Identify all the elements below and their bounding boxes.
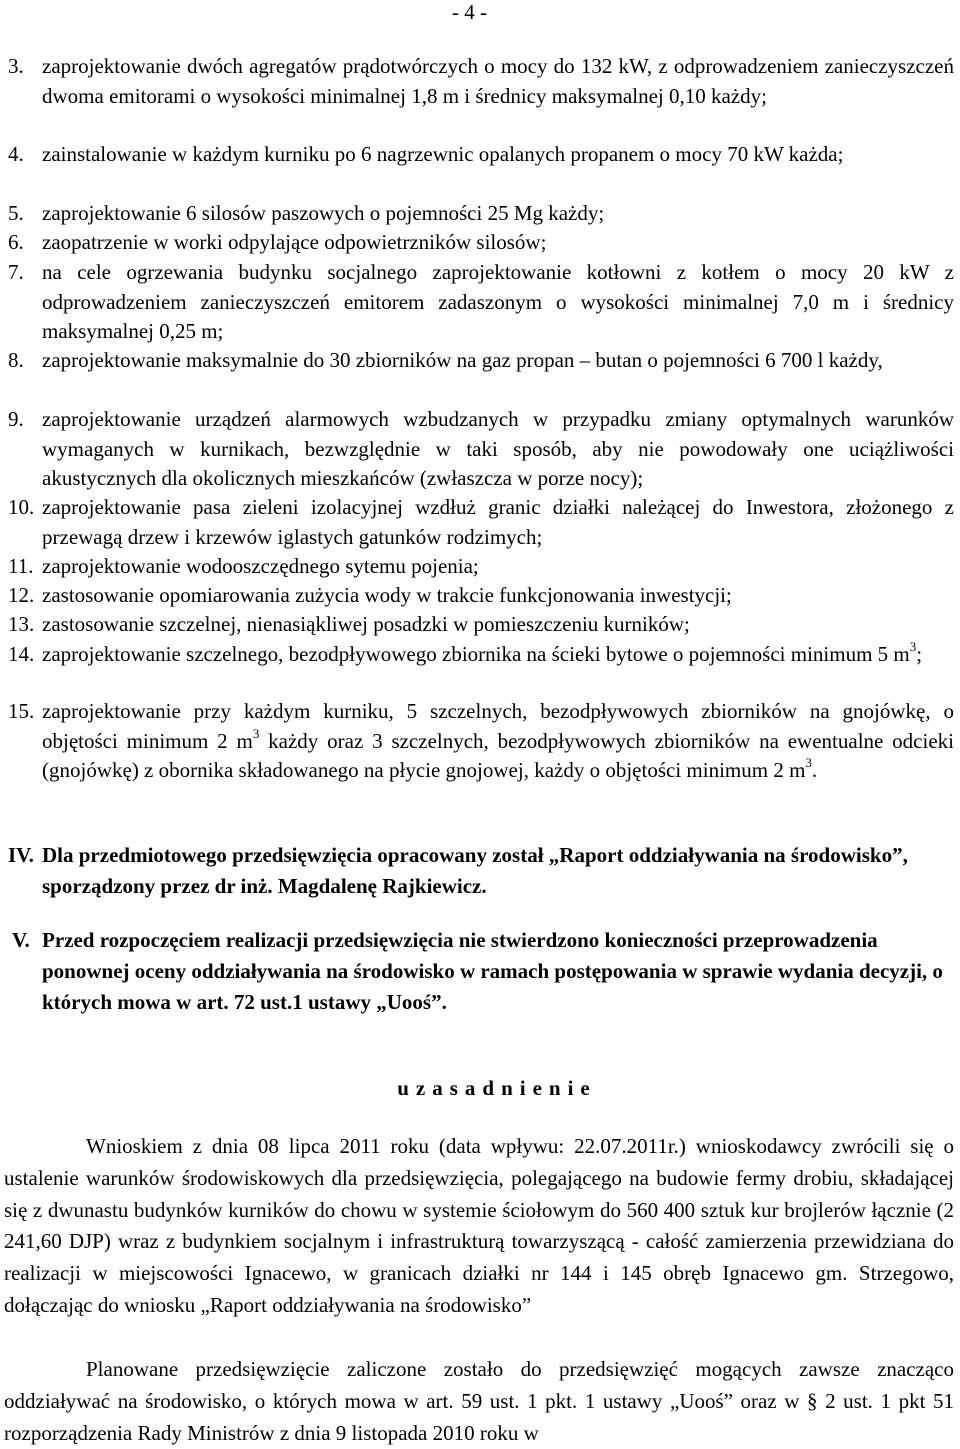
list-item-text: zastosowanie opomiarowania zużycia wody w trakcie funkcjonowania inwestycji; [42,583,732,607]
list-item [8,258,954,347]
list-item [8,581,954,611]
list-item-number: 10. [8,495,35,519]
list-item-text: zaprojektowanie pasa zieleni izolacyjnej wzdłuż granic działki należącej do Inwestora, złożonego z przewagą drzew i krzewów iglastych gatunków rodzimych; [42,495,954,549]
list-item-text: zaprojektowanie maksymalnie do 30 zbiorników na gaz propan – butan o pojemności 6 700 l każdy, [42,348,883,372]
list-item [8,199,954,229]
list-item-number: 15. [8,699,35,723]
list-item-text: zainstalowanie w każdym kurniku po 6 nagrzewnic opalanych propanem o mocy 70 kW każda; [42,142,844,166]
list-item [8,610,954,640]
list-item [8,228,954,258]
list-item-number: 13. [8,612,35,636]
list-item-number: 12. [8,583,35,607]
section-iv [8,840,954,902]
list-item-text: zaprojektowanie przy każdym kurniku, 5 szczelnych, bezodpływowych zbiorników na gnojówkę, o objętości minimum 2 $m^3$ każdy oraz 3 szczelnych, bezodpływowych zbiorników na ewentualne odcieki (gnojówkę) z obornika składowanego na płycie gnojowej, każdy o objętości minimum 2 $m^3$. [42,699,954,782]
list-item [8,52,954,111]
list-item-text: na cele ogrzewania budynku socjalnego zaprojektowanie kotłowni z kotłem o mocy 20 kW z odprowadzeniem zanieczyszczeń emitorem zadaszonym o wysokości minimalnej 7,0 m i średnicy maksymalnej 0,25 m; [42,260,954,343]
section-heading: uzasadnienie [397,1076,597,1100]
list-item-text: zaprojektowanie wodooszczędnego sytemu pojenia; [42,554,479,578]
list-item-text: zaprojektowanie urządzeń alarmowych wzbudzanych w przypadku zmiany optymalnych warunków wymaganych w kurnikach, bezwzględnie w taki sposób, aby nie powodowały one uciążliwości akustycznych dla okolicznych mieszkańców (zwłaszcza w porze nocy); [42,407,954,490]
list-item [8,140,954,170]
section-iv-text: Dla przedmiotowego przedsięwzięcia opracowany został „Raport oddziaływania na środowisko”, sporządzony przez dr inż. Magdalenę Rajkiewicz. [42,843,908,898]
section-v-number: V. [12,928,30,952]
list-item [8,493,954,552]
list-item-number: 6. [8,230,24,254]
list-item-number: 7. [8,260,24,284]
list-item-text: zaprojektowanie dwóch agregatów prądotwórczych o mocy do 132 kW, z odprowadzeniem zanieczyszczeń dwoma emitorami o wysokości minimalnej 1,8 m i średnicy maksymalnej 0,10 każdy; [42,54,954,108]
list-item-number: 8. [8,348,24,372]
list-item [8,697,954,786]
list-item-number: 5. [8,201,24,225]
list-item-number: 3. [8,54,24,78]
body-paragraph: Planowane przedsięwzięcie zaliczone zostało do przedsięwzięć mogących zawsze znacząco oddziaływać na środowisko, o których mowa w art. 59 ust. 1 pkt. 1 ustawy „Uooś” oraz w § 2 ust. 1 pkt 51 rozporządzenia Rady Ministrów z dnia 9 listopada 2010 roku w [4,1357,954,1445]
list-item-number: 14. [8,642,35,666]
body-paragraph: Wnioskiem z dnia 08 lipca 2011 roku (data wpływu: 22.07.2011r.) wnioskodawcy zwrócili się o ustalenie warunków środowiskowych dla przedsięwzięcia, polegającego na budowie fermy drobiu, składającej się z dwunastu budynków kurników do chowu w systemie ściołowym do 560 400 sztuk kur brojlerów łącznie (2 241,60 DJP) wraz z budynkiem socjalnym i infrastrukturą towarzyszącą - całość zamierzenia przewidziana do realizacji w miejscowości Ignacewo, w granicach działki nr 144 i 145 obręb Ignacewo gm. Strzegowo, dołączając do wniosku „Raport oddziaływania na środowisko” [4,1134,954,1317]
list-item-text: zaprojektowanie szczelnego, bezodpływowego zbiornika na ścieki bytowe o pojemności minimum 5 $m^3$; [42,639,923,666]
section-v [8,925,954,1018]
list-item-number: 11. [8,554,34,578]
section-v-text: Przed rozpoczęciem realizacji przedsięwzięcia nie stwierdzono konieczności przeprowadzenia ponownej oceny oddziaływania na środowisko w ramach postępowania w sprawie wydania decyzji, o których mowa w art. 72 ust.1 ustawy „Uooś”. [42,928,943,1014]
list-item-text: zastosowanie szczelnej, nienasiąkliwej posadzki w pomieszczeniu kurników; [42,612,690,636]
list-item [8,552,954,582]
list-item-number: 4. [8,142,24,166]
section-iv-number: IV. [8,843,34,867]
list-item-text: zaprojektowanie 6 silosów paszowych o pojemności 25 Mg każdy; [42,201,605,225]
list-item-number: 9. [8,407,24,431]
page-number: - 4 - [452,0,487,24]
list-item [8,640,954,670]
list-item [8,405,954,494]
list-item [8,346,954,376]
list-item-text: zaopatrzenie w worki odpylające odpowietrzników silosów; [42,230,547,254]
